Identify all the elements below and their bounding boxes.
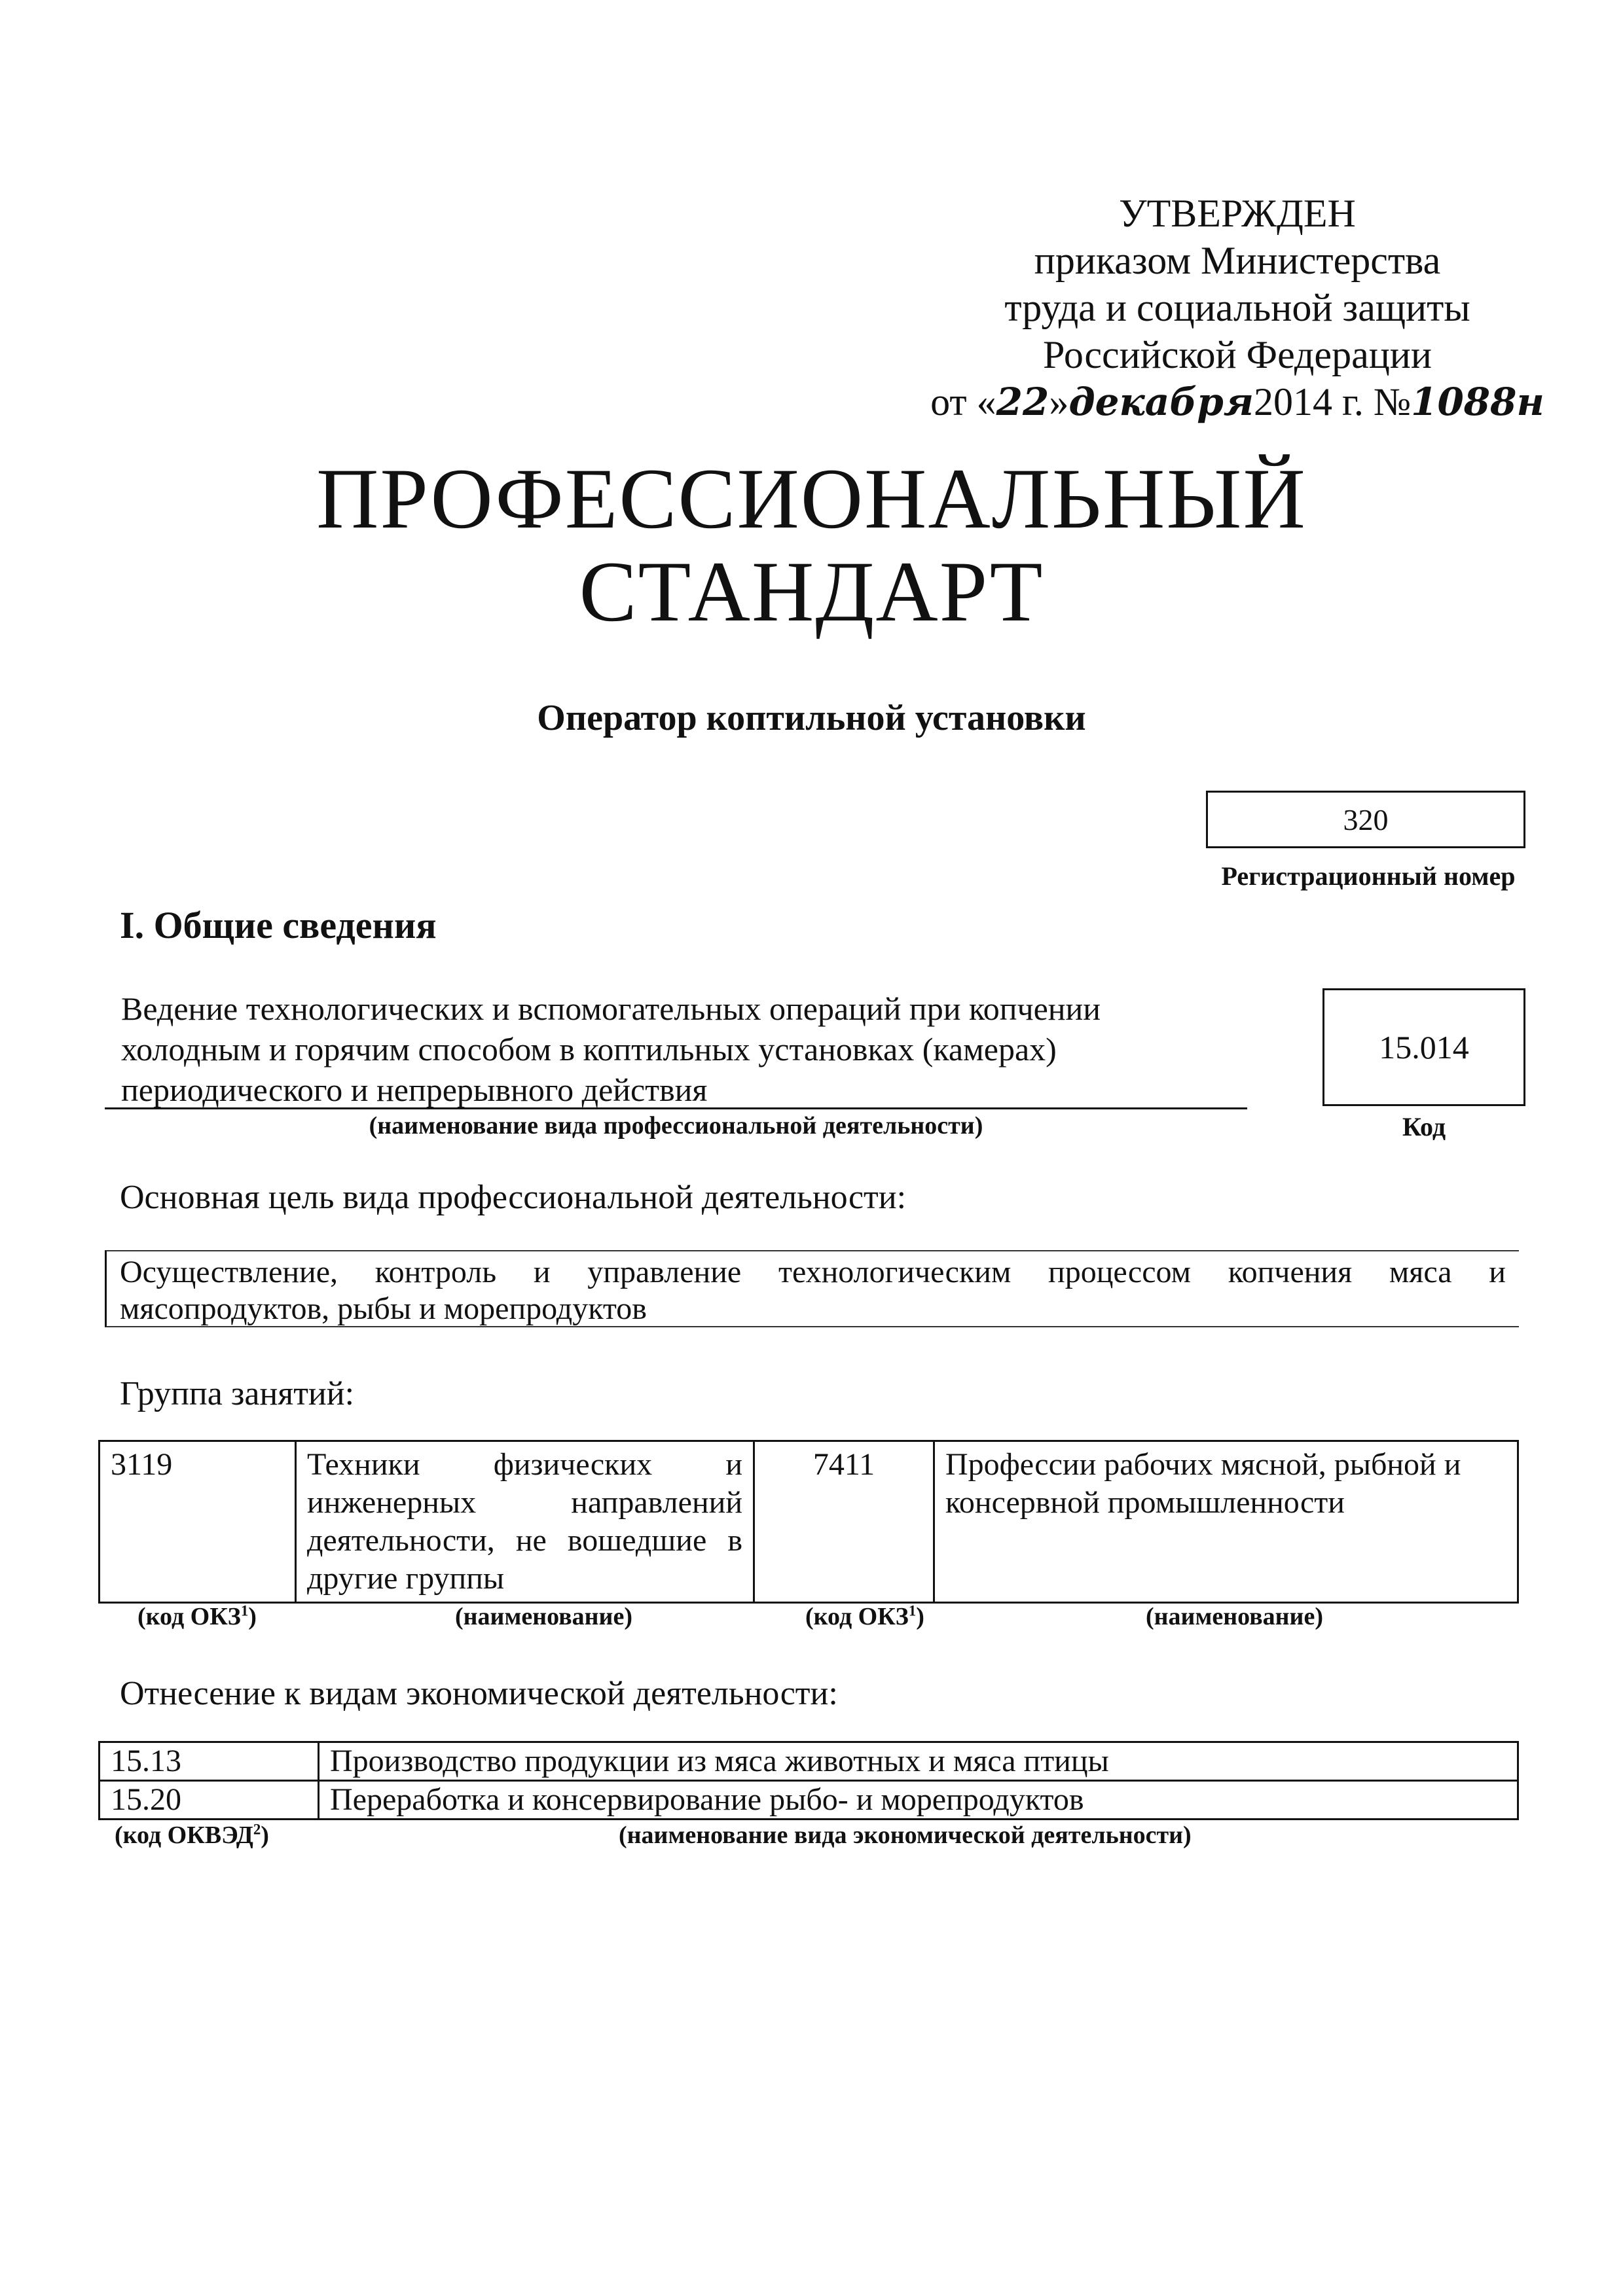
goal-box <box>105 1250 1519 1327</box>
activity-name <box>121 988 1247 1110</box>
economic-activity-table <box>98 1741 1519 1820</box>
activity-code-box: 15.014 <box>1322 988 1525 1106</box>
occupation-groups-table <box>98 1440 1519 1604</box>
okved-code-cell: 15.13 <box>100 1742 319 1781</box>
date-year: 2014 г. № <box>1254 380 1412 423</box>
caption-okved-code: (код ОКВЭД$^2$) <box>115 1821 269 1849</box>
activity-line: холодным и горячим способом в коптильных установках (камерах) <box>121 1031 1057 1067</box>
goal-line: мясопродуктов, рыбы и морепродуктов <box>120 1291 647 1326</box>
approval-line-labor: труда и социальной защиты <box>1004 286 1470 329</box>
approval-title: УТВЕРЖДЕН <box>1119 192 1356 235</box>
document-title-line2: СТАНДАРТ <box>579 543 1044 639</box>
okz-name-cell: Профессии рабочих мясной, рыбной и консервной промышленности <box>934 1441 1518 1603</box>
date-prefix: от « <box>930 380 996 423</box>
approval-date-line <box>917 378 1558 425</box>
caption-okved-name: (наименование вида экономической деятельности) <box>619 1821 1192 1849</box>
activity-underline <box>105 1107 1247 1109</box>
okz-code-cell: 3119 <box>100 1441 296 1603</box>
okved-name-cell: Производство продукции из мяса животных и мяса птицы <box>319 1742 1518 1781</box>
okz-code-cell: 7411 <box>754 1441 934 1603</box>
okved-name-cell: Переработка и консервирование рыбо- и морепродуктов <box>319 1781 1518 1820</box>
caption-okz-name: (наименование) <box>1146 1603 1323 1630</box>
approval-block <box>917 190 1558 425</box>
registration-number-box: 320 <box>1206 791 1525 848</box>
economic-label: Отнесение к видам экономической деятельности: <box>120 1675 838 1712</box>
caption-okz-code: (код ОКЗ$^1$) <box>137 1602 257 1630</box>
document-title-line1: ПРОФЕССИОНАЛЬНЫЙ <box>316 450 1307 547</box>
activity-caption: (наименование вида профессиональной деятельности) <box>369 1112 983 1139</box>
table-row <box>100 1441 1518 1603</box>
approval-line-federation: Российской Федерации <box>1042 333 1432 376</box>
goal-line: Осуществление, контроль и управление технологическим процессом копчения мяса и <box>120 1255 1506 1289</box>
group-label: Группа занятий: <box>120 1375 355 1412</box>
order-number-handwritten: 1088н <box>1411 380 1544 424</box>
table-row <box>100 1742 1518 1781</box>
activity-line: Ведение технологических и вспомогательных операций при копчении <box>121 990 1101 1027</box>
standard-name: Оператор коптильной установки <box>537 698 1086 738</box>
date-day-handwritten: 22 <box>996 380 1049 424</box>
caption-okz-code: (код ОКЗ$^1$) <box>805 1602 924 1630</box>
date-month-handwritten: декабря <box>1068 380 1254 424</box>
okz-name-cell: Техники физических и инженерных направлений деятельности, не вошедшие в другие группы <box>296 1441 754 1603</box>
okved-code-cell: 15.20 <box>100 1781 319 1820</box>
activity-code-caption: Код <box>1402 1112 1446 1141</box>
activity-line: периодического и непрерывного действия <box>121 1071 708 1108</box>
date-mid: » <box>1049 380 1069 423</box>
section-heading-general: I. Общие сведения <box>120 904 437 946</box>
caption-okz-name: (наименование) <box>455 1603 632 1630</box>
goal-label: Основная цель вида профессиональной деятельности: <box>120 1179 907 1216</box>
table-row <box>100 1781 1518 1820</box>
registration-number-label: Регистрационный номер <box>1221 861 1516 891</box>
approval-line-ministry: приказом Министерства <box>1034 239 1441 282</box>
